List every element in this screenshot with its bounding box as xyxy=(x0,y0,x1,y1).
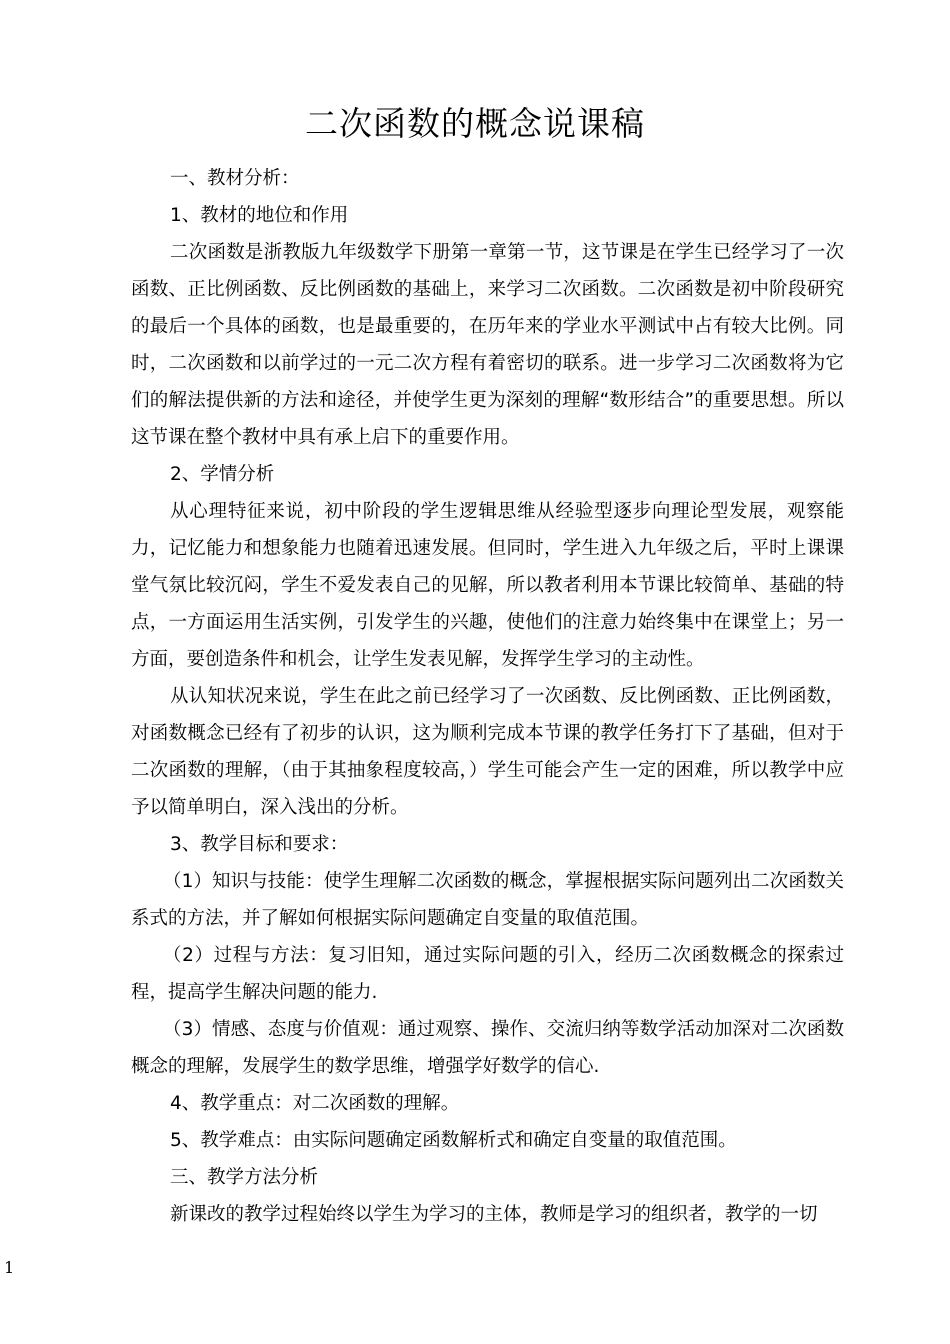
objective-item: （1）知识与技能：使学生理解二次函数的概念，掌握根据实际问题列出二次函数关系式的方法，并了解如何根据实际问题确定自变量的取值范围。 xyxy=(131,871,844,929)
page-number: 1 xyxy=(4,1258,15,1277)
section-heading: 一、教材分析： xyxy=(170,168,300,189)
objective-item: （2）过程与方法：复习旧知，通过实际问题的引入，经历二次函数概念的探索过程，提高学生解决问题的能力. xyxy=(131,945,844,1003)
subsection-heading: 3、教学目标和要求： xyxy=(170,834,349,855)
difficult-point: 5、教学难点：由实际问题确定函数解析式和确定自变量的取值范围。 xyxy=(170,1130,737,1151)
body-paragraph: 从认知状况来说，学生在此之前已经学习了一次函数、反比例函数、正比例函数，对函数概念已经有了初步的认识，这为顺利完成本节课的教学任务打下了基础，但对于二次函数的理解，（由于其抽象程度较高，）学生可能会产生一定的困难，所以教学中应予以简单明白，深入浅出的分析。 xyxy=(131,686,844,818)
document-title: 二次函数的概念说课稿 xyxy=(305,104,645,143)
key-point: 4、教学重点：对二次函数的理解。 xyxy=(170,1093,460,1114)
subsection-heading: 1、教材的地位和作用 xyxy=(170,205,349,226)
body-paragraph: 二次函数是浙教版九年级数学下册第一章第一节，这节课是在学生已经学习了一次函数、正比例函数、反比例函数的基础上，来学习二次函数。二次函数是初中阶段研究的最后一个具体的函数，也是最重要的，在历年来的学业水平测试中占有较大比例。同时，二次函数和以前学过的一元二次方程有着密切的联系。进一步学习二次函数将为它们的解法提供新的方法和途径，并使学生更为深刻的理解“数形结合”的重要思想。所以这节课在整个教材中具有承上启下的重要作用。 xyxy=(131,242,844,448)
objective-item: （3）情感、态度与价值观：通过观察、操作、交流归纳等数学活动加深对二次函数概念的理解，发展学生的数学思维，增强学好数学的信心. xyxy=(131,1019,844,1077)
document-body xyxy=(131,160,844,1233)
subsection-heading: 2、学情分析 xyxy=(170,464,275,485)
section-heading: 三、教学方法分析 xyxy=(170,1167,319,1188)
body-paragraph: 新课改的教学过程始终以学生为学习的主体，教师是学习的组织者，教学的一切 xyxy=(170,1204,818,1225)
body-paragraph: 从心理特征来说，初中阶段的学生逻辑思维从经验型逐步向理论型发展，观察能力，记忆能力和想象能力也随着迅速发展。但同时，学生进入九年级之后，平时上课课堂气氛比较沉闷，学生不爱发表自己的见解，所以教者利用本节课比较简单、基础的特点，一方面运用生活实例，引发学生的兴趣，使他们的注意力始终集中在课堂上；另一方面，要创造条件和机会，让学生发表见解，发挥学生学习的主动性。 xyxy=(131,501,844,670)
